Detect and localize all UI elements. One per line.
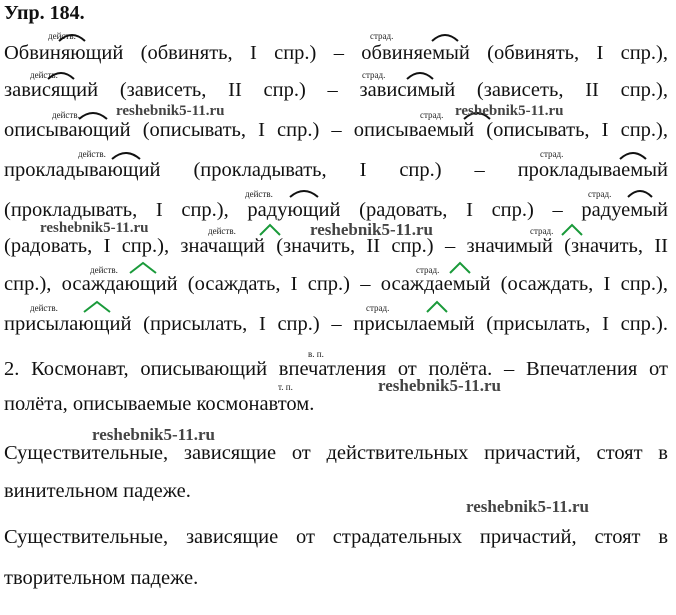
suffix-arc-green (128, 260, 158, 274)
watermark: reshebnik5-11.ru (310, 220, 433, 239)
watermark: reshebnik5-11.ru (40, 220, 149, 236)
watermark: reshebnik5-11.ru (116, 103, 225, 119)
suffix-arc (110, 146, 142, 160)
tag-passive: страд. (588, 189, 612, 199)
conclusion1-line-1: Существительные, зависящие от действительных причастий, стоят в (4, 442, 668, 464)
tag-tp: т. п. (278, 382, 293, 392)
suffix-arc-green (258, 222, 282, 236)
conclusion2-line-1: Существительные, зависящие от страдательных причастий, стоят в (4, 526, 668, 548)
text-line-2: зависящий (зависеть, II спр.) – зависимый (зависеть, II спр.), (4, 79, 668, 101)
text-line-5: (прокладывать, I спр.), радующий (радовать, I спр.) – радуемый (4, 199, 668, 221)
suffix-arc (626, 184, 654, 198)
suffix-arc (618, 146, 648, 160)
text-line-8: присылающий (присылать, I спр.) – присылаемый (присылать, I спр.). (4, 313, 668, 335)
suffix-arc (46, 66, 76, 80)
tag-passive: страд. (370, 31, 394, 41)
tag-passive: страд. (540, 149, 564, 159)
suffix-arc (77, 106, 109, 120)
tag-active: действ. (30, 303, 58, 313)
tag-active: действ. (208, 226, 236, 236)
tag-active: действ. (245, 189, 273, 199)
text-line-4: прокладывающий (прокладывать, I спр.) – прокладываемый (4, 159, 668, 181)
tag-active: действ. (52, 110, 80, 120)
exercise-title: Упр. 184. (4, 2, 85, 24)
tag-passive: страд. (416, 265, 440, 275)
tag-active: действ. (30, 70, 58, 80)
watermark: reshebnik5-11.ru (455, 103, 564, 119)
conclusion2-line-2: творительном падеже. (4, 567, 199, 589)
suffix-arc-green (425, 299, 449, 313)
part2-line-2: полёта, описываемые космонавтом. (4, 393, 315, 415)
suffix-arc (430, 28, 460, 42)
suffix-arc-green (448, 260, 472, 274)
tag-passive: страд. (420, 110, 444, 120)
watermark: reshebnik5-11.ru (378, 376, 501, 395)
text-line-3: описывающий (описывать, I спр.) – описываемый (описывать, I спр.), (4, 119, 668, 141)
text-line-7: спр.), осаждающий (осаждать, I спр.) – осаждаемый (осаждать, I спр.), (4, 273, 668, 295)
tag-passive: страд. (366, 303, 390, 313)
tag-passive: страд. (530, 226, 554, 236)
tag-vp: в. п. (308, 349, 324, 359)
tag-passive: страд. (362, 70, 386, 80)
tag-active: действ. (48, 31, 76, 41)
suffix-arc-green (82, 299, 112, 313)
watermark: reshebnik5-11.ru (92, 425, 215, 444)
suffix-arc (405, 66, 435, 80)
tag-active: действ. (78, 149, 106, 159)
suffix-arc (57, 28, 87, 42)
tag-active: действ. (90, 265, 118, 275)
suffix-arc-green (560, 222, 584, 236)
part2-line-1: 2. Космонавт, описывающий впечатления от полёта. – Впечатления от (4, 358, 668, 380)
text-line-1: Обвиняющий (обвинять, I спр.) – обвиняемый (обвинять, I спр.), (4, 42, 668, 64)
text-line-6: (радовать, I спр.), значащий (значить, II спр.) – значимый (значить, II (4, 235, 668, 257)
conclusion1-line-2: винительном падеже. (4, 480, 191, 502)
watermark: reshebnik5-11.ru (466, 497, 589, 516)
suffix-arc (288, 184, 320, 198)
